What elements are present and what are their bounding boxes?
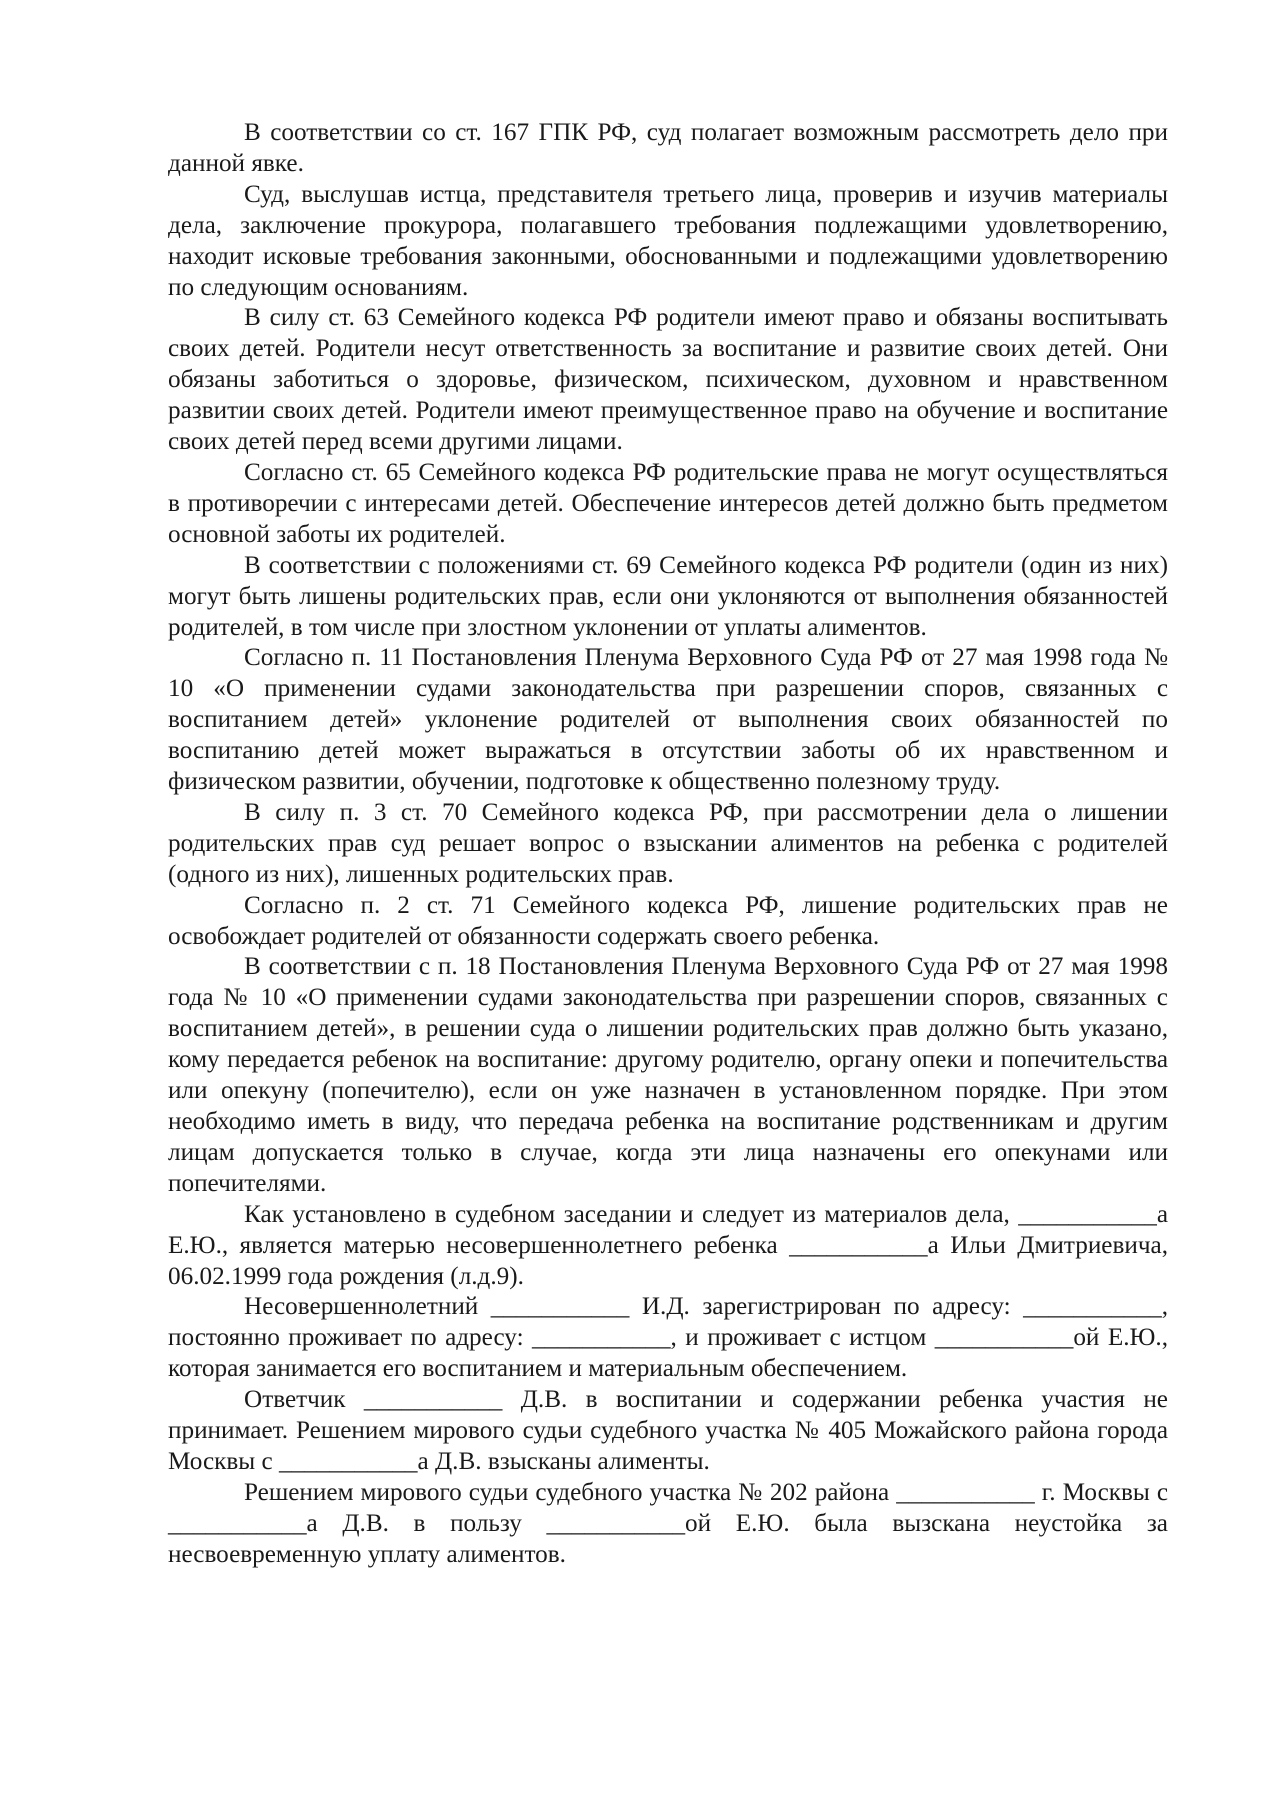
paragraph-defendant: Ответчик ___________ Д.В. в воспитании и содержании ребенка участия не принимает. Решением мирового судьи судебного участка № 405 Можайского района города Москвы с ___________а Д.В. взысканы алименты.	[168, 1386, 1168, 1475]
paragraph-plenum-p11: Согласно п. 11 Постановления Пленума Верховного Суда РФ от 27 мая 1998 года № 10 «О применении судами законодательства при разрешении споров, связанных с воспитанием детей» уклонение родителей от выполнения своих обязанностей по воспитанию детей может выражаться в отсутствии заботы об их нравственном и физическом развитии, обучении, подготовке к общественно полезному труду.	[168, 644, 1168, 796]
document-body	[168, 118, 1168, 1571]
paragraph-minor-residence: Несовершеннолетний ___________ И.Д. зарегистрирован по адресу: ___________, постоянно проживает по адресу: ___________, и проживает с истцом ___________ой Е.Ю., которая занимается его воспитанием и материальным обеспечением.	[168, 1293, 1168, 1383]
paragraph-plenum-p18: В соответствии с п. 18 Постановления Пленума Верховного Суда РФ от 27 мая 1998 года № 10 «О применении судами законодательства при разрешении споров, связанных с воспитанием детей», в решении суда о лишении родительских прав должно быть указано, кому передается ребенок на воспитание: другому родителю, органу опеки и попечительства или опекуну (попечителю), если он уже назначен в установленном порядке. При этом необходимо иметь в виду, что передача ребенка на воспитание родственникам и другим лицам допускается только в случае, когда эти лица назначены его опекунами или попечителями.	[168, 953, 1168, 1197]
paragraph-established-facts: Как установлено в судебном заседании и следует из материалов дела, ___________а Е.Ю., является матерью несовершеннолетнего ребенка ___________а Ильи Дмитриевича, 06.02.1999 года рождения (л.д.9).	[168, 1200, 1168, 1290]
paragraph-penalty: Решением мирового судьи судебного участка № 202 района ___________ г. Москвы с ___________а Д.В. в пользу ___________ой Е.Ю. была вызскана неустойка за несвоевременную уплату алиментов.	[168, 1478, 1168, 1568]
paragraph-court-findings: Суд, выслушав истца, представителя третьего лица, проверив и изучив материалы дела, заключение прокурора, полагавшего требования подлежащими удовлетворению, находит исковые требования законными, обоснованными и подлежащими удовлетворению по следующим основаниям.	[168, 180, 1168, 301]
paragraph-procedure: В соответствии со ст. 167 ГПК РФ, суд полагает возможным рассмотреть дело при данной явке.	[168, 119, 1168, 177]
paragraph-art-71: Согласно п. 2 ст. 71 Семейного кодекса РФ, лишение родительских прав не освобождает родителей от обязанности содержать своего ребенка.	[168, 891, 1168, 950]
paragraph-art-65: Согласно ст. 65 Семейного кодекса РФ родительские права не могут осуществляться в противоречии с интересами детей. Обеспечение интересов детей должно быть предметом основной заботы их родителей.	[168, 458, 1168, 548]
paragraph-art-70: В силу п. 3 ст. 70 Семейного кодекса РФ, при рассмотрении дела о лишении родительских прав суд решает вопрос о взыскании алиментов на ребенка с родителей (одного из них), лишенных родительских прав.	[168, 798, 1168, 888]
paragraph-art-69: В соответствии с положениями ст. 69 Семейного кодекса РФ родители (один из них) могут быть лишены родительских прав, если они уклоняются от выполнения обязанностей родителей, в том числе при злостном уклонении от уплаты алиментов.	[168, 551, 1168, 641]
paragraph-art-63: В силу ст. 63 Семейного кодекса РФ родители имеют право и обязаны воспитывать своих детей. Родители несут ответственность за воспитание и развитие своих детей. Они обязаны заботиться о здоровье, физическом, психическом, духовном и нравственном развитии своих детей. Родители имеют преимущественное право на обучение и воспитание своих детей перед всеми другими лицами.	[168, 304, 1168, 456]
